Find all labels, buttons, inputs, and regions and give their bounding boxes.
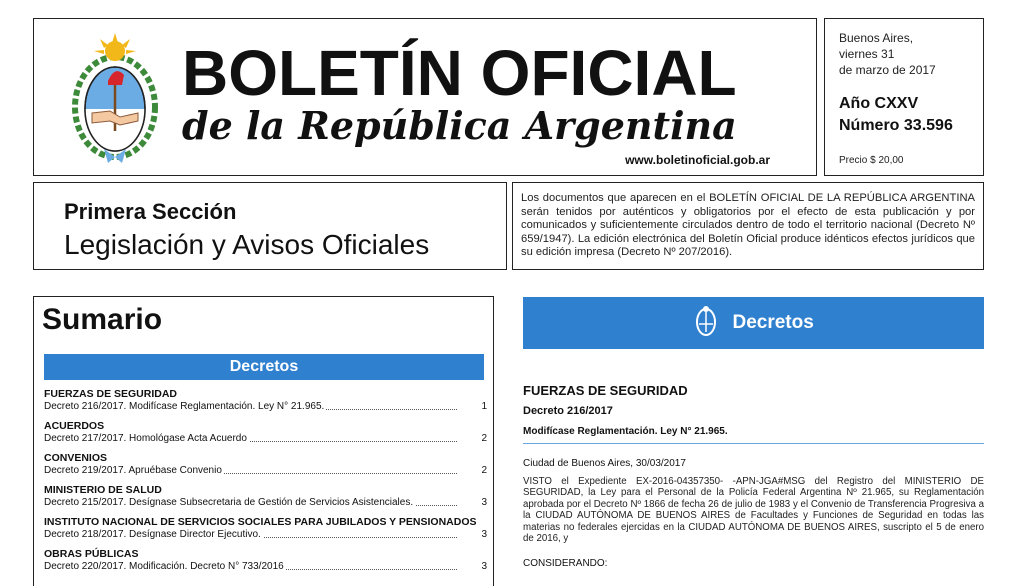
- sumario-entry-desc: Decreto 219/2017. Apruébase Convenio: [44, 465, 222, 476]
- sumario-entry-heading: OBRAS PÚBLICAS: [44, 548, 139, 560]
- sumario-entry-desc: Decreto 215/2017. Desígnase Subsecretaria de Gestión de Servicios Asistenciales.: [44, 497, 414, 508]
- sumario-entry-page: 3: [481, 561, 487, 572]
- coat-of-arms-icon: [72, 31, 158, 165]
- masthead: [33, 18, 817, 176]
- sumario-entry-heading: MINISTERIO DE SALUD: [44, 484, 162, 496]
- edition-city: Buenos Aires,: [839, 31, 914, 45]
- sumario-entry-page: 3: [481, 529, 487, 540]
- sumario-title: Sumario: [42, 303, 163, 336]
- sumario-entry-desc: Decreto 217/2017. Homológase Acta Acuerdo: [44, 433, 247, 444]
- sumario-entry-heading: ACUERDOS: [44, 420, 105, 432]
- edition-year: Año CXXV: [839, 95, 919, 112]
- newspaper-subtitle: de la República Argentina: [182, 103, 737, 148]
- sumario-entry-heading: CONVENIOS: [44, 452, 108, 464]
- article-decree-number: Decreto 216/2017: [523, 405, 613, 417]
- sumario-entry-desc: Decreto 218/2017. Desígnase Director Ejecutivo.: [44, 529, 261, 540]
- article-body: VISTO el Expediente EX-2016-04357350- -APN-JGA#MSG del Registro del MINISTERIO DE SEGURIDAD, la Ley para el Personal de la Policía Federal Argentina Nº 21.965, su Reglamentación aprobada por el Decreto Nº 1866 de fecha 26 de julio de 1983 y el Convenio de Transferencia Progresiva a la CIUDAD AUTÓNOMA DE BUENOS AIRES de Facultades y Funciones de Seguridad en todas las materias no federales ejercidas en la CIUDAD AUTÓNOMA DE BUENOS AIRES, suscripto el 5 de enero de 2016, y: [523, 476, 984, 545]
- website-link[interactable]: www.boletinoficial.gob.ar: [625, 153, 770, 167]
- edition-date: de marzo de 2017: [839, 63, 936, 77]
- sumario-entry-page: 1: [481, 401, 487, 412]
- newspaper-title: BOLETÍN OFICIAL: [182, 37, 737, 109]
- article-considerando: CONSIDERANDO:: [523, 558, 608, 569]
- sumario-entry-page: 2: [481, 465, 487, 476]
- sumario-entry-line: [44, 432, 487, 445]
- sumario-entry-page: 2: [481, 433, 487, 444]
- edition-price: Precio $ 20,00: [839, 155, 904, 166]
- sumario-entry[interactable]: [44, 516, 487, 541]
- article-subject: Modifícase Reglamentación. Ley N° 21.965.: [523, 426, 728, 437]
- sumario-entry-line: [44, 400, 487, 413]
- edition-weekday: viernes 31: [839, 47, 895, 61]
- sumario-entry-line: [44, 464, 487, 477]
- legal-notice-text: Los documentos que aparecen en el BOLETÍN OFICIAL DE LA REPÚBLICA ARGENTINA serán tenidos por auténticos y obligatorios por el efecto de esta publicación y por comunicados y suficientemente circulados dentro de todo el territorio nacional (Decreto Nº 659/1947). La edición electrónica del Boletín Oficial produce idénticos efectos jurídicos que su edición impresa (Decreto Nº 207/2016).: [521, 192, 975, 259]
- sumario-entry-desc: Decreto 216/2017. Modifícase Reglamentación. Ley N° 21.965.: [44, 401, 325, 412]
- sumario-entry-line: [44, 528, 487, 541]
- sumario-entry[interactable]: [44, 548, 487, 573]
- section-header: [33, 182, 507, 270]
- sumario-entry-heading: FUERZAS DE SEGURIDAD: [44, 388, 178, 400]
- edition-number: Número 33.596: [839, 117, 953, 134]
- legal-notice: [512, 182, 984, 270]
- sumario-entry-line: [44, 560, 487, 573]
- sumario-entry-desc: Decreto 220/2017. Modificación. Decreto N° 733/2016: [44, 561, 284, 572]
- sumario-entry-line: [44, 496, 487, 509]
- section-title: Primera Sección: [64, 199, 237, 224]
- sumario-entry[interactable]: [44, 452, 487, 477]
- sumario-category-bar: Decretos: [44, 354, 484, 380]
- article-place-date: Ciudad de Buenos Aires, 30/03/2017: [523, 458, 686, 469]
- article-divider: [523, 443, 984, 444]
- sumario-entry-page: 3: [481, 497, 487, 508]
- sumario-panel: [33, 296, 494, 586]
- edition-info: [824, 18, 984, 176]
- argentine-emblem-icon: [693, 304, 719, 338]
- article-section-heading: FUERZAS DE SEGURIDAD: [523, 383, 688, 398]
- sumario-entry-heading: INSTITUTO NACIONAL DE SERVICIOS SOCIALES PARA JUBILADOS Y PENSIONADOS: [44, 516, 477, 528]
- section-subtitle: Legislación y Avisos Oficiales: [64, 229, 430, 260]
- sumario-entry[interactable]: [44, 420, 487, 445]
- sumario-entry[interactable]: [44, 484, 487, 509]
- sumario-entry[interactable]: [44, 388, 487, 413]
- decretos-banner-label: Decretos: [732, 312, 814, 333]
- decretos-banner: [523, 297, 984, 349]
